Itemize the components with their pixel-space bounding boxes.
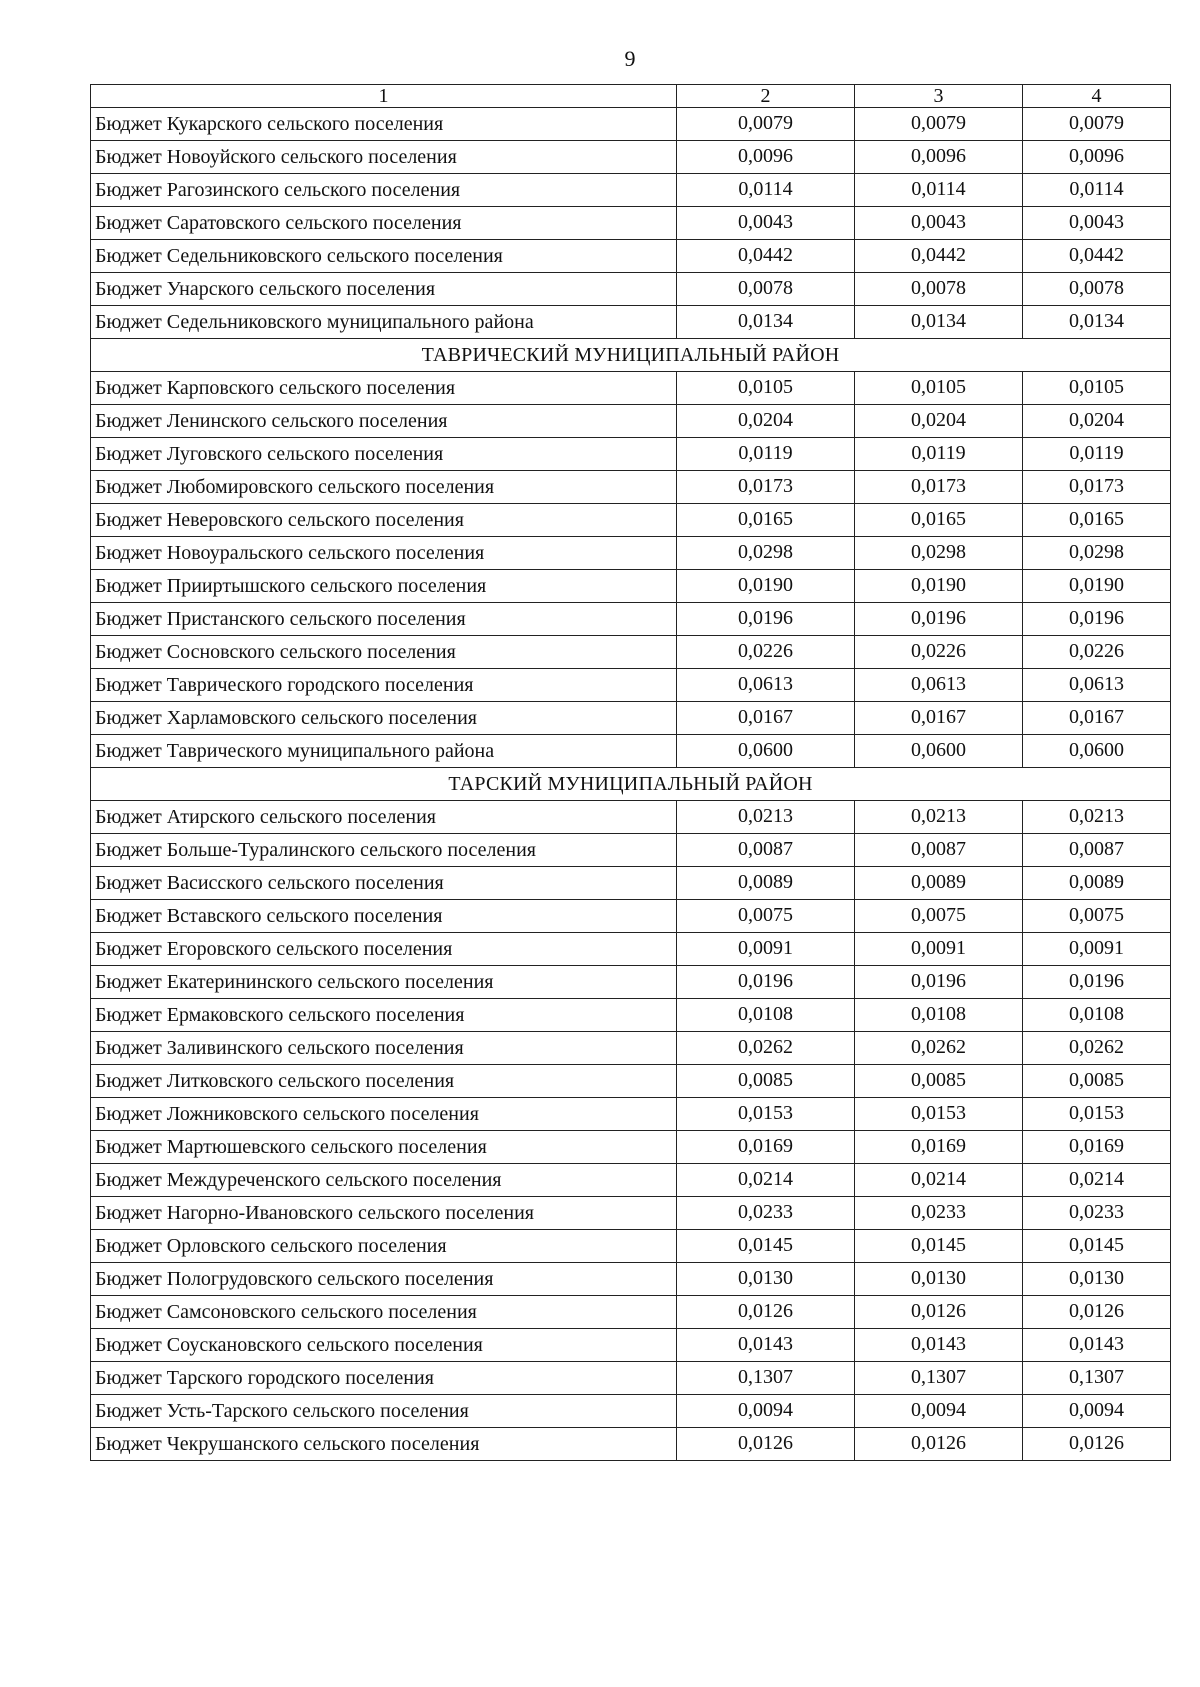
table-row xyxy=(91,306,1171,339)
budget-name-cell: Бюджет Кукарского сельского поселения xyxy=(91,108,677,141)
value-cell-col-4: 0,0213 xyxy=(1023,801,1171,834)
table-row xyxy=(91,1362,1171,1395)
value-cell-col-3: 0,0204 xyxy=(855,405,1023,438)
value-cell-col-2: 0,0298 xyxy=(677,537,855,570)
table-row xyxy=(91,636,1171,669)
value-cell-col-4: 0,0126 xyxy=(1023,1296,1171,1329)
value-cell-col-2: 0,0114 xyxy=(677,174,855,207)
value-cell-col-3: 0,0442 xyxy=(855,240,1023,273)
table-row xyxy=(91,867,1171,900)
value-cell-col-4: 0,0442 xyxy=(1023,240,1171,273)
value-cell-col-4: 0,0108 xyxy=(1023,999,1171,1032)
value-cell-col-3: 0,0126 xyxy=(855,1428,1023,1461)
budget-name-cell: Бюджет Междуреченского сельского поселения xyxy=(91,1164,677,1197)
value-cell-col-4: 0,0262 xyxy=(1023,1032,1171,1065)
value-cell-col-3: 0,0226 xyxy=(855,636,1023,669)
budget-name-cell: Бюджет Соускановского сельского поселения xyxy=(91,1329,677,1362)
value-cell-col-4: 0,0085 xyxy=(1023,1065,1171,1098)
value-cell-col-3: 0,0134 xyxy=(855,306,1023,339)
value-cell-col-2: 0,0214 xyxy=(677,1164,855,1197)
value-cell-col-2: 0,0226 xyxy=(677,636,855,669)
value-cell-col-3: 0,0130 xyxy=(855,1263,1023,1296)
value-cell-col-2: 0,0204 xyxy=(677,405,855,438)
column-header-4: 4 xyxy=(1023,85,1171,108)
value-cell-col-2: 0,0096 xyxy=(677,141,855,174)
value-cell-col-2: 0,0079 xyxy=(677,108,855,141)
table-row xyxy=(91,1131,1171,1164)
value-cell-col-3: 0,0145 xyxy=(855,1230,1023,1263)
budget-name-cell: Бюджет Екатерининского сельского поселения xyxy=(91,966,677,999)
value-cell-col-4: 0,0600 xyxy=(1023,735,1171,768)
value-cell-col-3: 0,0298 xyxy=(855,537,1023,570)
table-row xyxy=(91,273,1171,306)
value-cell-col-2: 0,1307 xyxy=(677,1362,855,1395)
value-cell-col-4: 0,1307 xyxy=(1023,1362,1171,1395)
value-cell-col-2: 0,0600 xyxy=(677,735,855,768)
value-cell-col-4: 0,0087 xyxy=(1023,834,1171,867)
table-row xyxy=(91,537,1171,570)
budget-name-cell: Бюджет Егоровского сельского поселения xyxy=(91,933,677,966)
value-cell-col-2: 0,0126 xyxy=(677,1296,855,1329)
value-cell-col-3: 0,0105 xyxy=(855,372,1023,405)
value-cell-col-2: 0,0105 xyxy=(677,372,855,405)
budget-name-cell: Бюджет Пологрудовского сельского поселения xyxy=(91,1263,677,1296)
table-row xyxy=(91,900,1171,933)
value-cell-col-2: 0,0143 xyxy=(677,1329,855,1362)
budget-name-cell: Бюджет Мартюшевского сельского поселения xyxy=(91,1131,677,1164)
budget-name-cell: Бюджет Тарского городского поселения xyxy=(91,1362,677,1395)
value-cell-col-3: 0,1307 xyxy=(855,1362,1023,1395)
table-row xyxy=(91,1230,1171,1263)
value-cell-col-4: 0,0143 xyxy=(1023,1329,1171,1362)
budget-name-cell: Бюджет Харламовского сельского поселения xyxy=(91,702,677,735)
value-cell-col-3: 0,0089 xyxy=(855,867,1023,900)
table-row xyxy=(91,933,1171,966)
table-row xyxy=(91,405,1171,438)
budget-name-cell: Бюджет Васисского сельского поселения xyxy=(91,867,677,900)
table-row xyxy=(91,1197,1171,1230)
value-cell-col-2: 0,0190 xyxy=(677,570,855,603)
table-row xyxy=(91,504,1171,537)
value-cell-col-2: 0,0196 xyxy=(677,966,855,999)
table-row xyxy=(91,603,1171,636)
value-cell-col-4: 0,0119 xyxy=(1023,438,1171,471)
budget-name-cell: Бюджет Неверовского сельского поселения xyxy=(91,504,677,537)
table-row xyxy=(91,966,1171,999)
table-row xyxy=(91,1329,1171,1362)
value-cell-col-2: 0,0043 xyxy=(677,207,855,240)
budget-name-cell: Бюджет Седельниковского сельского поселения xyxy=(91,240,677,273)
budget-name-cell: Бюджет Заливинского сельского поселения xyxy=(91,1032,677,1065)
value-cell-col-4: 0,0114 xyxy=(1023,174,1171,207)
value-cell-col-3: 0,0108 xyxy=(855,999,1023,1032)
value-cell-col-3: 0,0167 xyxy=(855,702,1023,735)
budget-name-cell: Бюджет Литковского сельского поселения xyxy=(91,1065,677,1098)
table-row xyxy=(91,1164,1171,1197)
value-cell-col-3: 0,0087 xyxy=(855,834,1023,867)
value-cell-col-2: 0,0233 xyxy=(677,1197,855,1230)
table-row xyxy=(91,372,1171,405)
value-cell-col-2: 0,0119 xyxy=(677,438,855,471)
page-number: 9 xyxy=(624,46,636,71)
section-title: ТАРСКИЙ МУНИЦИПАЛЬНЫЙ РАЙОН xyxy=(91,768,1171,801)
table-row xyxy=(91,669,1171,702)
table-row xyxy=(91,570,1171,603)
budget-name-cell: Бюджет Луговского сельского поселения xyxy=(91,438,677,471)
table-row xyxy=(91,471,1171,504)
budget-name-cell: Бюджет Пристанского сельского поселения xyxy=(91,603,677,636)
value-cell-col-4: 0,0613 xyxy=(1023,669,1171,702)
value-cell-col-4: 0,0167 xyxy=(1023,702,1171,735)
table-row xyxy=(91,240,1171,273)
budget-name-cell: Бюджет Новоуйского сельского поселения xyxy=(91,141,677,174)
value-cell-col-4: 0,0105 xyxy=(1023,372,1171,405)
value-cell-col-3: 0,0085 xyxy=(855,1065,1023,1098)
value-cell-col-4: 0,0153 xyxy=(1023,1098,1171,1131)
table-row xyxy=(91,1395,1171,1428)
value-cell-col-2: 0,0196 xyxy=(677,603,855,636)
value-cell-col-4: 0,0089 xyxy=(1023,867,1171,900)
column-header-3: 3 xyxy=(855,85,1023,108)
value-cell-col-2: 0,0167 xyxy=(677,702,855,735)
value-cell-col-4: 0,0233 xyxy=(1023,1197,1171,1230)
value-cell-col-2: 0,0091 xyxy=(677,933,855,966)
budget-name-cell: Бюджет Прииртышского сельского поселения xyxy=(91,570,677,603)
value-cell-col-2: 0,0094 xyxy=(677,1395,855,1428)
budget-name-cell: Бюджет Орловского сельского поселения xyxy=(91,1230,677,1263)
value-cell-col-3: 0,0233 xyxy=(855,1197,1023,1230)
value-cell-col-3: 0,0213 xyxy=(855,801,1023,834)
table-row xyxy=(91,141,1171,174)
budget-share-table xyxy=(90,84,1171,1461)
value-cell-col-3: 0,0153 xyxy=(855,1098,1023,1131)
value-cell-col-2: 0,0213 xyxy=(677,801,855,834)
budget-name-cell: Бюджет Сосновского сельского поселения xyxy=(91,636,677,669)
budget-name-cell: Бюджет Ложниковского сельского поселения xyxy=(91,1098,677,1131)
table-row xyxy=(91,1428,1171,1461)
value-cell-col-3: 0,0096 xyxy=(855,141,1023,174)
section-header-row xyxy=(91,768,1171,801)
value-cell-col-4: 0,0145 xyxy=(1023,1230,1171,1263)
budget-name-cell: Бюджет Таврического муниципального района xyxy=(91,735,677,768)
value-cell-col-3: 0,0262 xyxy=(855,1032,1023,1065)
value-cell-col-3: 0,0114 xyxy=(855,174,1023,207)
value-cell-col-2: 0,0130 xyxy=(677,1263,855,1296)
value-cell-col-4: 0,0094 xyxy=(1023,1395,1171,1428)
value-cell-col-4: 0,0126 xyxy=(1023,1428,1171,1461)
value-cell-col-2: 0,0145 xyxy=(677,1230,855,1263)
budget-name-cell: Бюджет Атирского сельского поселения xyxy=(91,801,677,834)
value-cell-col-3: 0,0094 xyxy=(855,1395,1023,1428)
table-row xyxy=(91,999,1171,1032)
value-cell-col-4: 0,0214 xyxy=(1023,1164,1171,1197)
value-cell-col-3: 0,0214 xyxy=(855,1164,1023,1197)
value-cell-col-4: 0,0043 xyxy=(1023,207,1171,240)
budget-name-cell: Бюджет Новоуральского сельского поселения xyxy=(91,537,677,570)
budget-name-cell: Бюджет Ленинского сельского поселения xyxy=(91,405,677,438)
value-cell-col-3: 0,0119 xyxy=(855,438,1023,471)
value-cell-col-4: 0,0169 xyxy=(1023,1131,1171,1164)
value-cell-col-3: 0,0173 xyxy=(855,471,1023,504)
value-cell-col-4: 0,0173 xyxy=(1023,471,1171,504)
budget-name-cell: Бюджет Рагозинского сельского поселения xyxy=(91,174,677,207)
budget-name-cell: Бюджет Унарского сельского поселения xyxy=(91,273,677,306)
value-cell-col-3: 0,0613 xyxy=(855,669,1023,702)
budget-name-cell: Бюджет Самсоновского сельского поселения xyxy=(91,1296,677,1329)
table-header-row xyxy=(91,85,1171,108)
budget-name-cell: Бюджет Чекрушанского сельского поселения xyxy=(91,1428,677,1461)
value-cell-col-2: 0,0087 xyxy=(677,834,855,867)
value-cell-col-2: 0,0153 xyxy=(677,1098,855,1131)
table-row xyxy=(91,1065,1171,1098)
table-row xyxy=(91,1032,1171,1065)
budget-name-cell: Бюджет Саратовского сельского поселения xyxy=(91,207,677,240)
value-cell-col-4: 0,0079 xyxy=(1023,108,1171,141)
budget-name-cell: Бюджет Ермаковского сельского поселения xyxy=(91,999,677,1032)
value-cell-col-3: 0,0196 xyxy=(855,966,1023,999)
value-cell-col-4: 0,0226 xyxy=(1023,636,1171,669)
value-cell-col-3: 0,0190 xyxy=(855,570,1023,603)
value-cell-col-4: 0,0134 xyxy=(1023,306,1171,339)
table-row xyxy=(91,801,1171,834)
value-cell-col-2: 0,0262 xyxy=(677,1032,855,1065)
value-cell-col-4: 0,0078 xyxy=(1023,273,1171,306)
value-cell-col-2: 0,0085 xyxy=(677,1065,855,1098)
column-header-1: 1 xyxy=(91,85,677,108)
value-cell-col-2: 0,0613 xyxy=(677,669,855,702)
value-cell-col-3: 0,0043 xyxy=(855,207,1023,240)
budget-name-cell: Бюджет Усть-Тарского сельского поселения xyxy=(91,1395,677,1428)
budget-name-cell: Бюджет Вставского сельского поселения xyxy=(91,900,677,933)
table-row xyxy=(91,174,1171,207)
value-cell-col-2: 0,0169 xyxy=(677,1131,855,1164)
table-row xyxy=(91,1098,1171,1131)
budget-name-cell: Бюджет Больше-Туралинского сельского поселения xyxy=(91,834,677,867)
table-row xyxy=(91,1296,1171,1329)
value-cell-col-4: 0,0130 xyxy=(1023,1263,1171,1296)
value-cell-col-4: 0,0165 xyxy=(1023,504,1171,537)
value-cell-col-3: 0,0169 xyxy=(855,1131,1023,1164)
value-cell-col-3: 0,0078 xyxy=(855,273,1023,306)
table-body xyxy=(91,108,1171,1461)
value-cell-col-2: 0,0078 xyxy=(677,273,855,306)
value-cell-col-3: 0,0196 xyxy=(855,603,1023,636)
value-cell-col-4: 0,0196 xyxy=(1023,966,1171,999)
value-cell-col-2: 0,0173 xyxy=(677,471,855,504)
table-row xyxy=(91,207,1171,240)
table-row xyxy=(91,834,1171,867)
value-cell-col-3: 0,0075 xyxy=(855,900,1023,933)
value-cell-col-4: 0,0196 xyxy=(1023,603,1171,636)
budget-name-cell: Бюджет Карповского сельского поселения xyxy=(91,372,677,405)
table-row xyxy=(91,108,1171,141)
budget-name-cell: Бюджет Любомировского сельского поселения xyxy=(91,471,677,504)
value-cell-col-2: 0,0134 xyxy=(677,306,855,339)
value-cell-col-3: 0,0079 xyxy=(855,108,1023,141)
value-cell-col-2: 0,0442 xyxy=(677,240,855,273)
table-row xyxy=(91,1263,1171,1296)
section-title: ТАВРИЧЕСКИЙ МУНИЦИПАЛЬНЫЙ РАЙОН xyxy=(91,339,1171,372)
table-row xyxy=(91,438,1171,471)
column-header-2: 2 xyxy=(677,85,855,108)
value-cell-col-4: 0,0091 xyxy=(1023,933,1171,966)
value-cell-col-4: 0,0204 xyxy=(1023,405,1171,438)
value-cell-col-2: 0,0075 xyxy=(677,900,855,933)
value-cell-col-3: 0,0091 xyxy=(855,933,1023,966)
table-row xyxy=(91,702,1171,735)
value-cell-col-4: 0,0096 xyxy=(1023,141,1171,174)
value-cell-col-4: 0,0298 xyxy=(1023,537,1171,570)
value-cell-col-3: 0,0165 xyxy=(855,504,1023,537)
value-cell-col-4: 0,0075 xyxy=(1023,900,1171,933)
budget-name-cell: Бюджет Нагорно-Ивановского сельского поселения xyxy=(91,1197,677,1230)
value-cell-col-2: 0,0165 xyxy=(677,504,855,537)
value-cell-col-3: 0,0126 xyxy=(855,1296,1023,1329)
table-row xyxy=(91,735,1171,768)
value-cell-col-2: 0,0108 xyxy=(677,999,855,1032)
value-cell-col-2: 0,0089 xyxy=(677,867,855,900)
section-header-row xyxy=(91,339,1171,372)
value-cell-col-3: 0,0600 xyxy=(855,735,1023,768)
value-cell-col-2: 0,0126 xyxy=(677,1428,855,1461)
budget-name-cell: Бюджет Седельниковского муниципального района xyxy=(91,306,677,339)
value-cell-col-4: 0,0190 xyxy=(1023,570,1171,603)
value-cell-col-3: 0,0143 xyxy=(855,1329,1023,1362)
budget-name-cell: Бюджет Таврического городского поселения xyxy=(91,669,677,702)
